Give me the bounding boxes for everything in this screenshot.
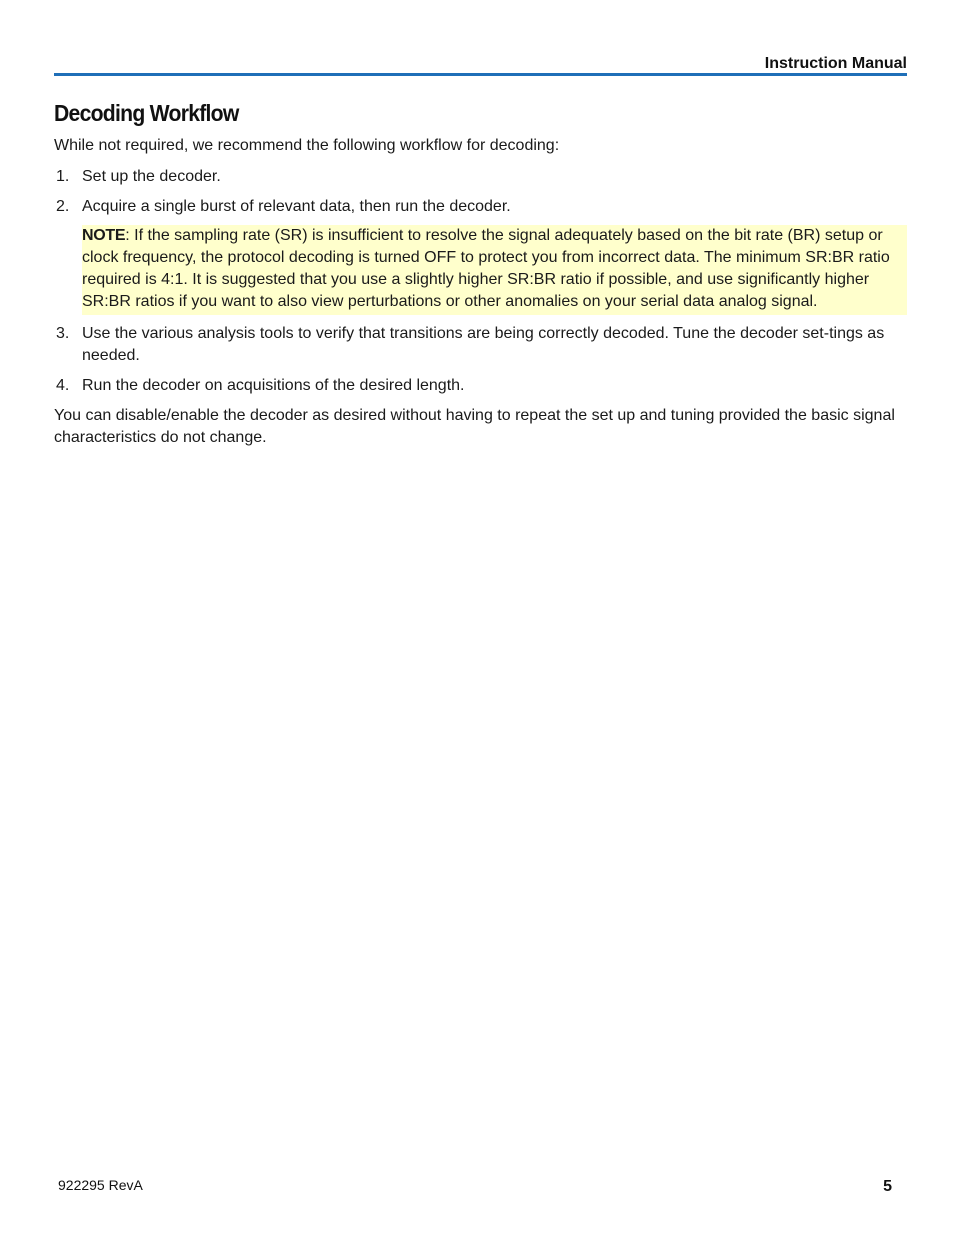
step-text: Set up the decoder. bbox=[82, 168, 221, 185]
step-number: 4. bbox=[56, 377, 70, 394]
intro-paragraph: While not required, we recommend the following workflow for decoding: bbox=[54, 137, 560, 154]
note-box bbox=[82, 225, 907, 315]
step-number: 2. bbox=[56, 198, 70, 215]
footer-doc-id: 922295 RevA bbox=[58, 1177, 143, 1193]
list-item bbox=[54, 196, 907, 218]
closing-paragraph: You can disable/enable the decoder as desired without having to repeat the set up and tuning provided the basic signal characteristics do not change. bbox=[54, 407, 895, 446]
header-title: Instruction Manual bbox=[764, 55, 907, 72]
note-label: NOTE bbox=[82, 227, 126, 244]
list-item bbox=[54, 323, 907, 367]
step-number: 3. bbox=[56, 325, 70, 342]
list-item bbox=[54, 166, 907, 188]
header-rule bbox=[54, 73, 907, 76]
step-text: Run the decoder on acquisitions of the desired length. bbox=[82, 377, 465, 394]
step-text: Acquire a single burst of relevant data, then run the decoder. bbox=[82, 198, 511, 215]
list-item bbox=[54, 375, 907, 397]
step-text: Use the various analysis tools to verify that transitions are being correctly decoded. Tune the decoder set-tings as needed. bbox=[82, 325, 885, 364]
main-content bbox=[54, 100, 907, 465]
section-title: Decoding Workflow bbox=[54, 100, 239, 126]
note-text: : If the sampling rate (SR) is insufficient to resolve the signal adequately based on the bit rate (BR) setup or clock frequency, the protocol decoding is turned OFF to protect you from incorrect data. The minimum SR:BR ratio required is 4:1. It is suggested that you use a slightly higher SR:BR ratio if possible, and use significantly higher SR:BR ratios if you want to also view perturbations or other anomalies on your serial data analog signal. bbox=[82, 227, 890, 310]
page-number: 5 bbox=[883, 1178, 892, 1195]
step-number: 1. bbox=[56, 168, 70, 185]
workflow-steps-continued bbox=[54, 323, 907, 397]
workflow-steps bbox=[54, 166, 907, 218]
